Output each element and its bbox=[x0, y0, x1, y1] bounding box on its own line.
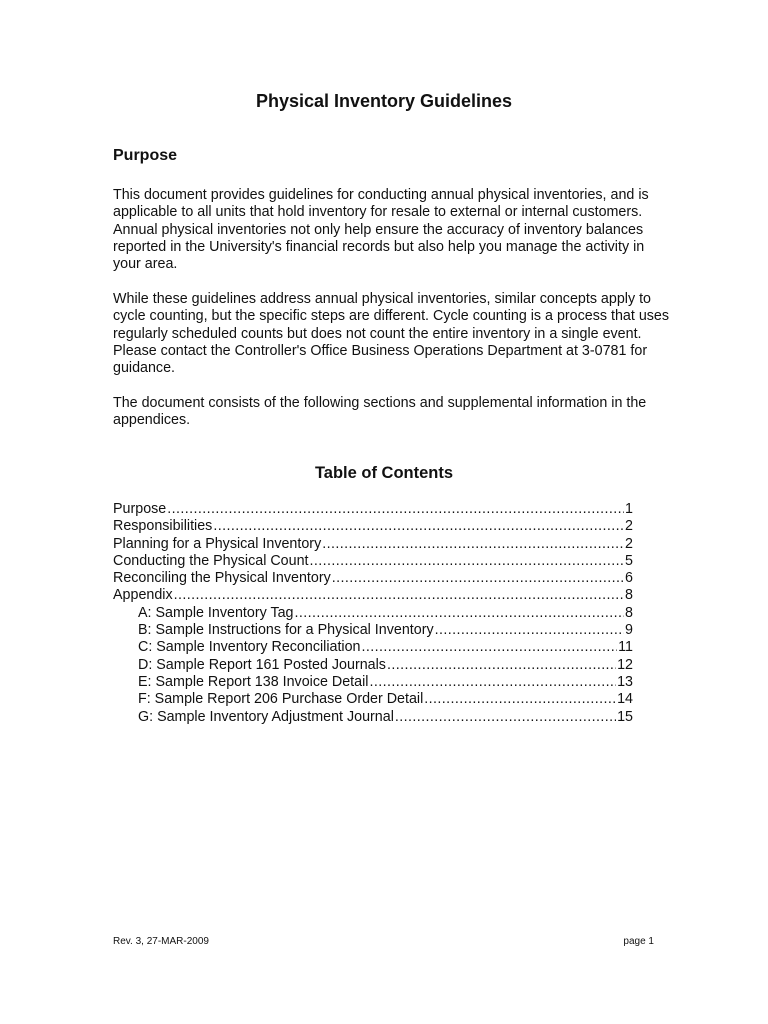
toc-dot-leader bbox=[174, 587, 624, 604]
toc-entry-appendix-g[interactable] bbox=[113, 709, 633, 726]
toc-entry-purpose[interactable] bbox=[113, 501, 633, 518]
toc-entry-label: F: Sample Report 206 Purchase Order Detail bbox=[138, 691, 424, 708]
toc-title: Table of Contents bbox=[314, 464, 454, 482]
footer-revision: Rev. 3, 27-MAR-2009 bbox=[113, 936, 209, 947]
toc-dot-leader bbox=[295, 605, 625, 622]
toc-entry-page: 6 bbox=[625, 570, 633, 587]
toc-entry-label: D: Sample Report 161 Posted Journals bbox=[138, 656, 386, 673]
toc-entry-label: G: Sample Inventory Adjustment Journal bbox=[138, 708, 394, 725]
footer-page-number: page 1 bbox=[623, 936, 654, 947]
toc-entry-appendix-d[interactable] bbox=[113, 657, 633, 674]
toc-entry-appendix-b[interactable] bbox=[113, 622, 633, 639]
toc-entry-appendix-c[interactable] bbox=[113, 639, 633, 656]
toc-entry-label: Reconciling the Physical Inventory bbox=[113, 570, 331, 587]
toc-entry-responsibilities[interactable] bbox=[113, 518, 633, 535]
toc-entry-page: 2 bbox=[625, 535, 633, 552]
purpose-paragraph-3: The document consists of the following sections and supplemental information in the appendices. bbox=[113, 395, 647, 429]
toc-entry-page: 9 bbox=[625, 622, 633, 639]
toc-dot-leader bbox=[167, 501, 624, 518]
toc-entry-conducting[interactable] bbox=[113, 553, 633, 570]
toc-entry-appendix-a[interactable] bbox=[113, 605, 633, 622]
toc-entry-page: 2 bbox=[625, 518, 633, 535]
purpose-heading: Purpose bbox=[113, 147, 178, 164]
toc-dot-leader bbox=[213, 518, 624, 535]
toc-entry-page: 11 bbox=[618, 639, 633, 656]
toc-dot-leader bbox=[322, 536, 624, 553]
toc-entry-page: 14 bbox=[617, 691, 633, 708]
toc-entry-label: Responsibilities bbox=[113, 518, 213, 535]
toc-entry-appendix-e[interactable] bbox=[113, 674, 633, 691]
toc-entry-appendix-f[interactable] bbox=[113, 691, 633, 708]
toc-dot-leader bbox=[362, 639, 618, 656]
table-of-contents bbox=[113, 501, 633, 726]
toc-entry-label: Purpose bbox=[113, 501, 167, 517]
toc-dot-leader bbox=[369, 674, 616, 691]
toc-entry-page: 8 bbox=[625, 604, 633, 621]
toc-entry-label: A: Sample Inventory Tag bbox=[138, 604, 294, 621]
toc-entry-label: E: Sample Report 138 Invoice Detail bbox=[138, 673, 369, 690]
purpose-paragraph-1: This document provides guidelines for conducting annual physical inventories, and is applicable to all units that hold inventory for resale to external or internal customers. Annual physical inventories not only help ensure the accuracy of inventory balances reported in the University's financial records but also help you manage the activity in your area. bbox=[113, 187, 649, 273]
toc-entry-page: 1 bbox=[625, 501, 633, 517]
toc-dot-leader bbox=[310, 553, 625, 570]
toc-dot-leader bbox=[387, 657, 616, 674]
purpose-paragraph-2: While these guidelines address annual physical inventories, similar concepts apply to cycle counting, but the specific steps are different. Cycle counting is a process that uses regularly scheduled counts but does not count the entire inventory in a single event. Please contact the Controller's Office Business Operations Department at 3-0781 for guidance. bbox=[113, 291, 670, 377]
toc-entry-appendix[interactable] bbox=[113, 587, 633, 604]
toc-entry-reconciling[interactable] bbox=[113, 570, 633, 587]
toc-entry-page: 12 bbox=[617, 656, 633, 673]
toc-entry-page: 13 bbox=[617, 673, 633, 690]
document-title: Physical Inventory Guidelines bbox=[255, 91, 513, 111]
toc-dot-leader bbox=[395, 709, 616, 726]
toc-entry-label: Planning for a Physical Inventory bbox=[113, 535, 322, 552]
toc-dot-leader bbox=[332, 570, 624, 587]
toc-entry-label: B: Sample Instructions for a Physical Inventory bbox=[138, 622, 434, 639]
toc-entry-page: 8 bbox=[625, 587, 633, 604]
toc-entry-planning[interactable] bbox=[113, 536, 633, 553]
toc-dot-leader bbox=[435, 622, 624, 639]
toc-entry-label: C: Sample Inventory Reconciliation bbox=[138, 639, 361, 656]
toc-dot-leader bbox=[424, 691, 616, 708]
toc-entry-page: 15 bbox=[617, 708, 633, 725]
toc-entry-label: Conducting the Physical Count bbox=[113, 552, 309, 569]
toc-entry-page: 5 bbox=[625, 552, 633, 569]
toc-entry-label: Appendix bbox=[113, 587, 173, 604]
